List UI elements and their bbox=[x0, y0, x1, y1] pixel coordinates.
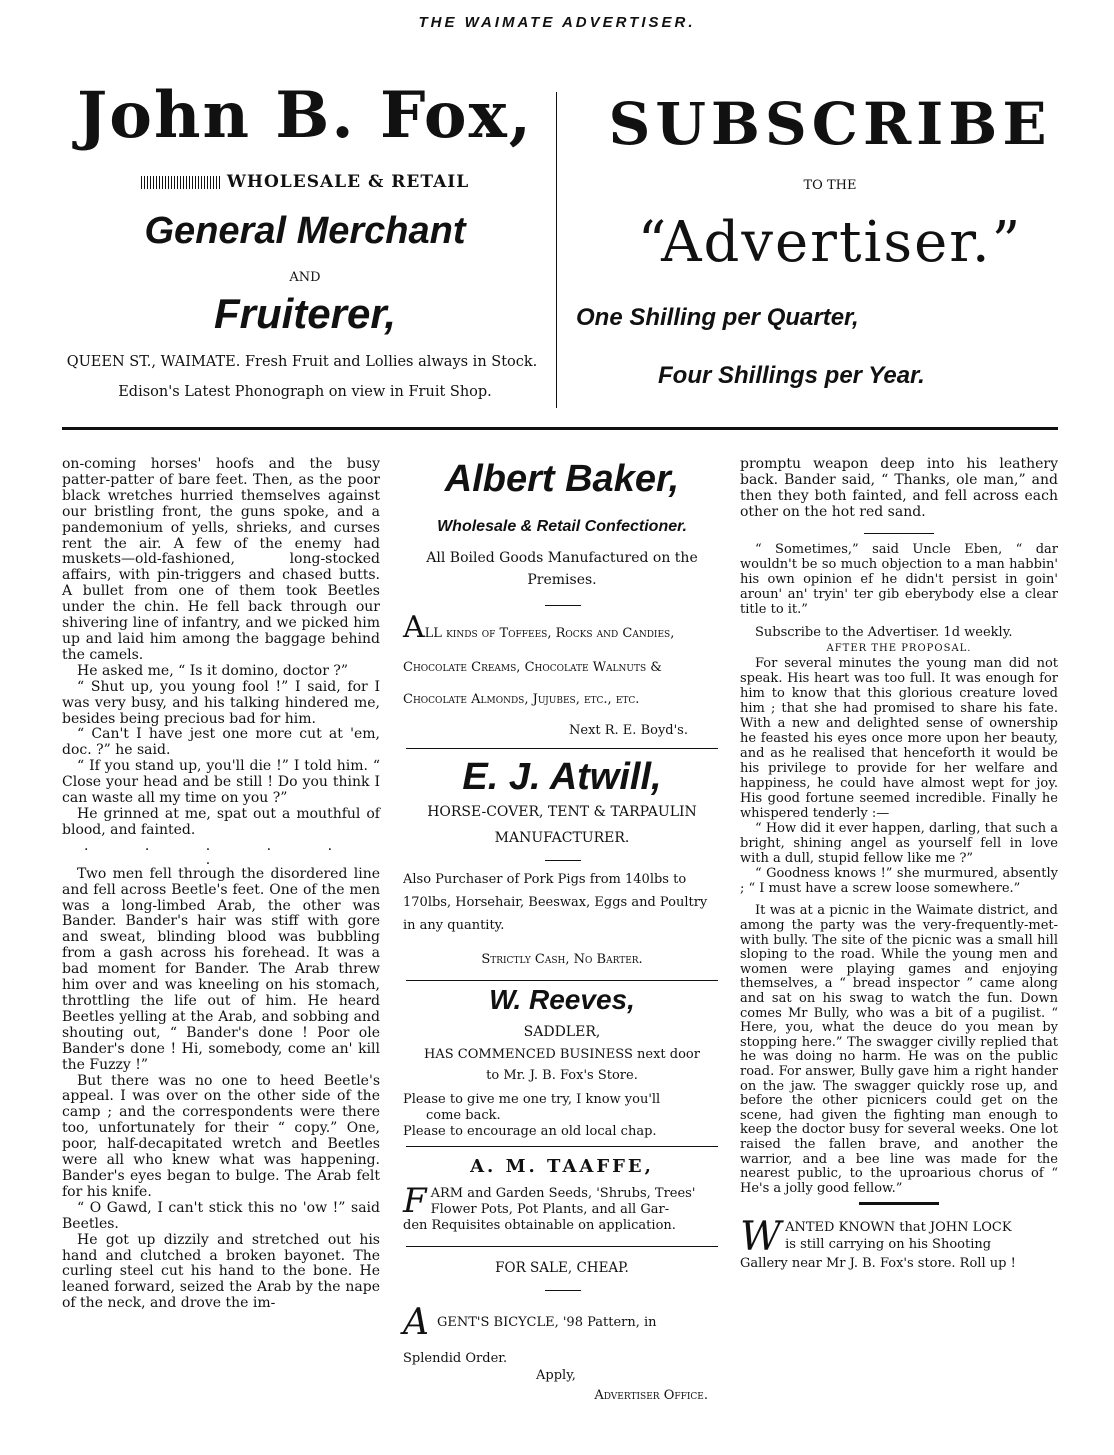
reeves-ad-line: Please to give me one try, I know you'll bbox=[403, 1092, 661, 1107]
story-column-left bbox=[62, 457, 380, 1312]
subscribe-to-the: TO THE bbox=[803, 178, 857, 193]
taaffe-ad-line: Flower Pots, Pot Plants, and all Gar- bbox=[430, 1202, 670, 1217]
atwill-ad-line: 170lbs, Horsehair, Beeswax, Eggs and Poultry bbox=[403, 895, 708, 910]
forsale-ad-office: Advertiser Office. bbox=[594, 1388, 708, 1403]
drop-cap: W bbox=[740, 1214, 782, 1261]
story-paragraph: He asked me, “ Is it domino, doctor ?” bbox=[77, 662, 349, 679]
reeves-ad-line: HAS COMMENCED BUSINESS next door bbox=[424, 1047, 700, 1062]
vertical-divider bbox=[556, 92, 557, 408]
section-heading: AFTER THE PROPOSAL. bbox=[826, 642, 972, 654]
wanted-ad bbox=[740, 1214, 1058, 1272]
baker-ad-goods: Chocolate Creams, Chocolate Walnuts & bbox=[403, 660, 662, 675]
subscribe-quarter-price: One Shilling per Quarter, bbox=[576, 304, 859, 331]
short-rule bbox=[545, 605, 581, 606]
wanted-ad-line: Gallery near Mr J. B. Fox's store. Roll up ! bbox=[740, 1256, 1016, 1272]
story-paragraph: on-coming horses' hoofs and the busy patter-patter of bare feet. Then, as the poor black wretches hurried themselves against our bristling front, the guns spoke, and a pandemonium of yells, shrieks, and curses rent the air. A few of the enemy had muskets—old-fashioned, long-stocked affairs, with pin-triggers and chased butts. A bullet from one of them took Beetles under the chin. He fell back through our shivering line of infantry, and we picked him up and laid him among the baggage behind the camels. bbox=[62, 456, 380, 663]
story-paragraph: “ Goodness knows !” she murmured, absently ; “ I must have a screw loose somewhere.” bbox=[740, 866, 1058, 897]
subscribe-heading: SUBSCRIBE bbox=[608, 90, 1052, 158]
baker-ad-goods-text: LL kinds of Toffees, Rocks and Candies, bbox=[424, 626, 675, 641]
story-paragraph: But there was no one to heed Beetle's appeal. I was over on the other side of the camp ; and the correspondents were there too, unfortunately for their “ copy.” One, poor, half-decapitated wretch and Beetles were all who knew what was happening. Bander's eyes began to bulge. The Arab felt for his knife. bbox=[62, 1072, 380, 1200]
short-rule bbox=[864, 521, 934, 534]
story-paragraph: “ Can't I have jest one more cut at 'em, doc. ?” he said. bbox=[62, 726, 380, 759]
forsale-ad-line bbox=[403, 1302, 721, 1343]
baker-ad-goods bbox=[403, 610, 721, 645]
fox-ad-wholesale bbox=[60, 172, 550, 192]
forsale-ad-line-text: GENT'S BICYCLE, '98 Pattern, in bbox=[437, 1315, 657, 1330]
story-paragraph: “ How did it ever happen, darling, that such a bright, shining angel as yourself fell in love with a dull, stupid fellow like me ?” bbox=[740, 821, 1058, 867]
atwill-ad-line: Also Purchaser of Pork Pigs from 140lbs to bbox=[403, 872, 687, 887]
subscribe-advertiser: “Advertiser.” bbox=[637, 210, 1023, 275]
decorative-bars-icon bbox=[141, 176, 221, 189]
fox-ad-and: AND bbox=[289, 270, 321, 285]
short-rule bbox=[545, 860, 581, 861]
taaffe-ad-line: ARM and Garden Seeds, 'Shrubs, Trees' bbox=[430, 1186, 696, 1201]
fox-ad-address: QUEEN ST., WAIMATE. Fresh Fruit and Lollies always in Stock. bbox=[66, 354, 538, 370]
story-paragraph: promptu weapon deep into his leathery back. Bander said, “ Thanks, ole man,” and then they both fainted, and fell across each other on the hot red sand. bbox=[740, 456, 1058, 520]
short-rule bbox=[859, 1202, 939, 1205]
wanted-ad-line: ANTED KNOWN that JOHN LOCK bbox=[785, 1220, 1012, 1236]
reeves-ad-line: come back. bbox=[426, 1108, 501, 1123]
story-paragraph: He grinned at me, spat out a mouthful of blood, and fainted. bbox=[62, 805, 380, 838]
story-paragraph: For several minutes the young man did not speak. His heart was too full. It was enough for him to know that this glorious creature loved him ; that she had promised to share his fate. With a new and delighted sense of ownership he feasted his eyes once more upon her beauty, and as he realised that henceforth it would be his privilege to provide for her welfare and happiness, he could have almost wept for joy. His good fortune seemed incredible. Finally he whispered tenderly :— bbox=[740, 656, 1058, 822]
taaffe-ad-name: A. M. TAAFFE, bbox=[470, 1156, 654, 1177]
reeves-ad-line: to Mr. J. B. Fox's Store. bbox=[486, 1068, 638, 1083]
atwill-ad-trade: MANUFACTURER. bbox=[494, 830, 630, 846]
ad-divider bbox=[406, 1246, 718, 1247]
fox-ad-edison: Edison's Latest Phonograph on view in Fruit Shop. bbox=[118, 384, 492, 400]
baker-ad-goods: Chocolate Almonds, Jujubes, etc., etc. bbox=[403, 692, 640, 707]
story-paragraph: “ If you stand up, you'll die !” I told him. “ Close your head and be still ! Do you think I can waste all my time on you ?” bbox=[62, 758, 380, 807]
reeves-ad-trade: SADDLER, bbox=[523, 1024, 601, 1040]
subscribe-year-price: Four Shillings per Year. bbox=[658, 362, 925, 389]
story-paragraph: “ Sometimes,” said Uncle Eben, “ dar wouldn't be so much objection to a man habbin' his own opinion ef he didn't persist in goin' aroun' an' tryin' ter gib eberybody else a clear title to it.” bbox=[740, 541, 1058, 617]
atwill-ad-trade: HORSE-COVER, TENT & TARPAULIN bbox=[427, 804, 697, 820]
fox-ad-general-merchant: General Merchant bbox=[144, 210, 466, 252]
atwill-ad-line: in any quantity. bbox=[403, 918, 505, 933]
ad-divider bbox=[406, 1146, 718, 1147]
taaffe-ad-body bbox=[403, 1181, 721, 1234]
baker-ad-subtitle: Wholesale & Retail Confectioner. bbox=[437, 518, 687, 535]
subscribe-note: Subscribe to the Advertiser. 1d weekly. bbox=[755, 624, 1013, 640]
reeves-ad-line: Please to encourage an old local chap. bbox=[403, 1124, 657, 1139]
drop-cap: A bbox=[403, 1302, 429, 1343]
story-paragraph: “ Shut up, you young fool !” I said, for I was very busy, and his talking hindered me, besides being precious bad for him. bbox=[62, 678, 380, 727]
drop-cap: F bbox=[403, 1181, 427, 1221]
ad-divider bbox=[406, 980, 718, 981]
atwill-ad-terms: Strictly Cash, No Barter. bbox=[481, 952, 643, 967]
fox-ad-wholesale-text: WHOLESALE & RETAIL bbox=[226, 172, 470, 192]
wanted-ad-line: is still carrying on his Shooting bbox=[785, 1237, 992, 1253]
baker-ad-name: Albert Baker, bbox=[444, 458, 680, 500]
masthead: THE WAIMATE ADVERTISER. bbox=[418, 14, 696, 31]
fox-ad-fruiterer: Fruiterer, bbox=[213, 290, 397, 337]
drop-cap: A bbox=[403, 610, 425, 645]
baker-ad-line: Premises. bbox=[527, 572, 597, 588]
story-paragraph: It was at a picnic in the Waimate district, and among the party was the very-frequently-met-with bully. The site of the picnic was a small hill sloping to the road. While the young men and women were playing games and enjoying themselves, a “ bread inspector ” came along and sat on his swag to watch the fun. Down comes Mr Bully, who was a bit of a pugilist. “ Here, you, what the deuce do you mean by stopping here.” The swagger civilly replied that he was doing no harm. He was on the public road. For answer, Bully gave him a right hander on the jaw. The swagger quickly rose up, and before the other picnicers could get on the scene, had given the fighting man enough to keep the doctor busy for several weeks. One lot raised the fallen brave, and another the warrior, and a bee line was made for the nearest public, to the uproarious chorus of “ He's a jolly good fellow.” bbox=[740, 903, 1058, 1196]
forsale-ad-line: Splendid Order. bbox=[403, 1351, 508, 1366]
story-paragraph: He got up dizzily and stretched out his hand and clutched a broken bayonet. The curling steel cut his hand to the bone. He leaned forward, seized the Arab by the nape of the neck, and drove the im- bbox=[62, 1231, 380, 1312]
baker-ad-location: Next R. E. Boyd's. bbox=[569, 723, 688, 738]
baker-ad-line: All Boiled Goods Manufactured on the bbox=[426, 550, 698, 566]
fox-ad-name: John B. Fox, bbox=[76, 78, 534, 153]
story-paragraph: Two men fell through the disordered line and fell across Beetle's feet. One of the men was a long-limbed Arab, the other was Bander. Bander's hair was stiff with gore and sweat, blinding blood was bubbling from a gash across his forehead. It was a bad moment for Bander. The Arab threw him over and was kneeling on his stomach, throttling the life out of him. He heard Beetles yelling at the Arab, and sobbing and shouting out, “ Bander's done ! Poor ole Bander's done ! Hi, somebody, come an' kill the Fuzzy !” bbox=[62, 865, 380, 1073]
reeves-ad-name: W. Reeves, bbox=[489, 984, 635, 1015]
story-column-right bbox=[740, 457, 1058, 1272]
ad-divider bbox=[406, 748, 718, 749]
header-rule bbox=[62, 427, 1058, 430]
taaffe-ad-line: den Requisites obtainable on application. bbox=[403, 1218, 676, 1233]
atwill-ad-name: E. J. Atwill, bbox=[462, 756, 662, 798]
forsale-ad-apply: Apply, bbox=[536, 1368, 576, 1383]
story-paragraph: “ O Gawd, I can't stick this no 'ow !” said Beetles. bbox=[62, 1199, 380, 1232]
forsale-ad-heading: FOR SALE, CHEAP. bbox=[495, 1260, 629, 1276]
short-rule bbox=[545, 1290, 581, 1291]
section-dots: . . . . . . bbox=[83, 837, 359, 868]
